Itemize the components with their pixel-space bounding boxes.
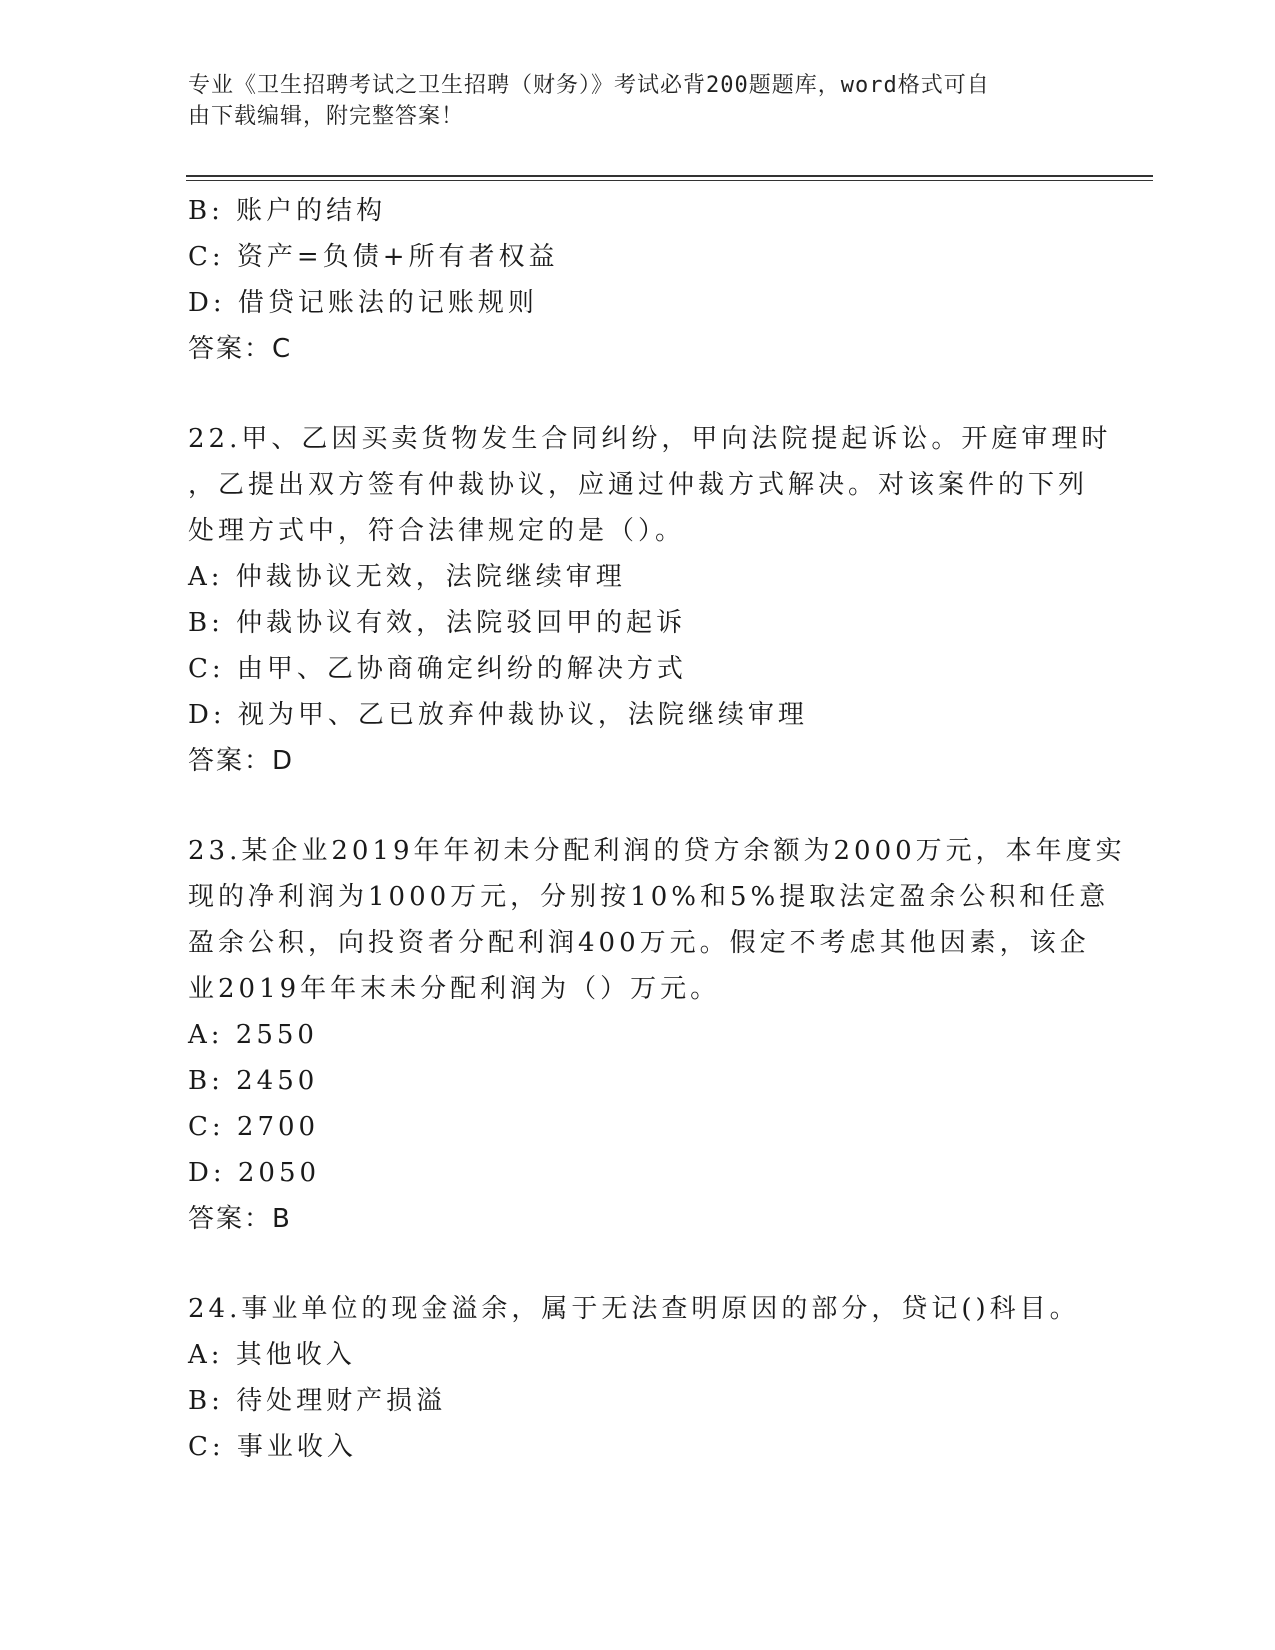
q23-option-d: D: 2050 [188, 1158, 321, 1188]
header-divider-thin [186, 180, 1153, 181]
q23-option-c: C: 2700 [188, 1112, 320, 1142]
question-24-block [188, 1286, 1088, 1470]
q23-stem-line-3: 盈余公积，向投资者分配利润400万元。假定不考虑其他因素，该企 [188, 928, 1090, 958]
q22-stem-line-1: 22.甲、乙因买卖货物发生合同纠纷，甲向法院提起诉讼。开庭审理时 [188, 424, 1112, 454]
q22-stem-line-2: ，乙提出双方签有仲裁协议，应通过仲裁方式解决。对该案件的下列 [188, 470, 1089, 500]
question-content [188, 188, 1126, 1470]
q24-option-c: C: 事业收入 [188, 1432, 357, 1462]
q22-answer: 答案：D [188, 746, 295, 776]
spacer [188, 784, 1088, 828]
q23-stem-line-4: 业2019年年末未分配利润为（）万元。 [188, 974, 721, 1004]
question-21-block [188, 188, 1088, 372]
q23-stem-line-1: 23.某企业2019年年初未分配利润的贷方余额为2000万元，本年度实 [188, 836, 1126, 866]
q23-stem-line-2: 现的净利润为1000万元，分别按10%和5%提取法定盈余公积和任意 [188, 882, 1110, 912]
q22-stem-line-3: 处理方式中，符合法律规定的是（）。 [188, 516, 686, 546]
header-divider-thick [186, 175, 1153, 177]
q21-option-d: D: 借贷记账法的记账规则 [188, 288, 538, 318]
spacer [188, 372, 1088, 416]
q24-option-b: B: 待处理财产损溢 [188, 1386, 447, 1416]
spacer [188, 1242, 1088, 1286]
q22-option-c: C: 由甲、乙协商确定纠纷的解决方式 [188, 654, 687, 684]
q22-option-d: D: 视为甲、乙已放弃仲裁协议，法院继续审理 [188, 700, 808, 730]
q24-stem-line-1: 24.事业单位的现金溢余，属于无法查明原因的部分，贷记()科目。 [188, 1294, 1080, 1324]
q23-option-b: B: 2450 [188, 1066, 319, 1096]
q21-option-b: B: 账户的结构 [188, 196, 387, 226]
q23-answer: 答案：B [188, 1204, 292, 1234]
header-line-2: 由下载编辑，附完整答案！ [188, 104, 465, 129]
document-header [188, 70, 1068, 132]
q22-option-a: A: 仲裁协议无效，法院继续审理 [188, 562, 626, 592]
question-23-block [188, 828, 1126, 1242]
q21-answer: 答案：C [188, 334, 293, 364]
q23-option-a: A: 2550 [188, 1020, 318, 1050]
q22-option-b: B: 仲裁协议有效，法院驳回甲的起诉 [188, 608, 687, 638]
header-line-1: 专业《卫生招聘考试之卫生招聘（财务）》考试必背200题题库，word格式可自 [188, 73, 990, 98]
q21-option-c: C: 资产=负债+所有者权益 [188, 242, 559, 272]
question-22-block [188, 416, 1112, 784]
q24-option-a: A: 其他收入 [188, 1340, 356, 1370]
